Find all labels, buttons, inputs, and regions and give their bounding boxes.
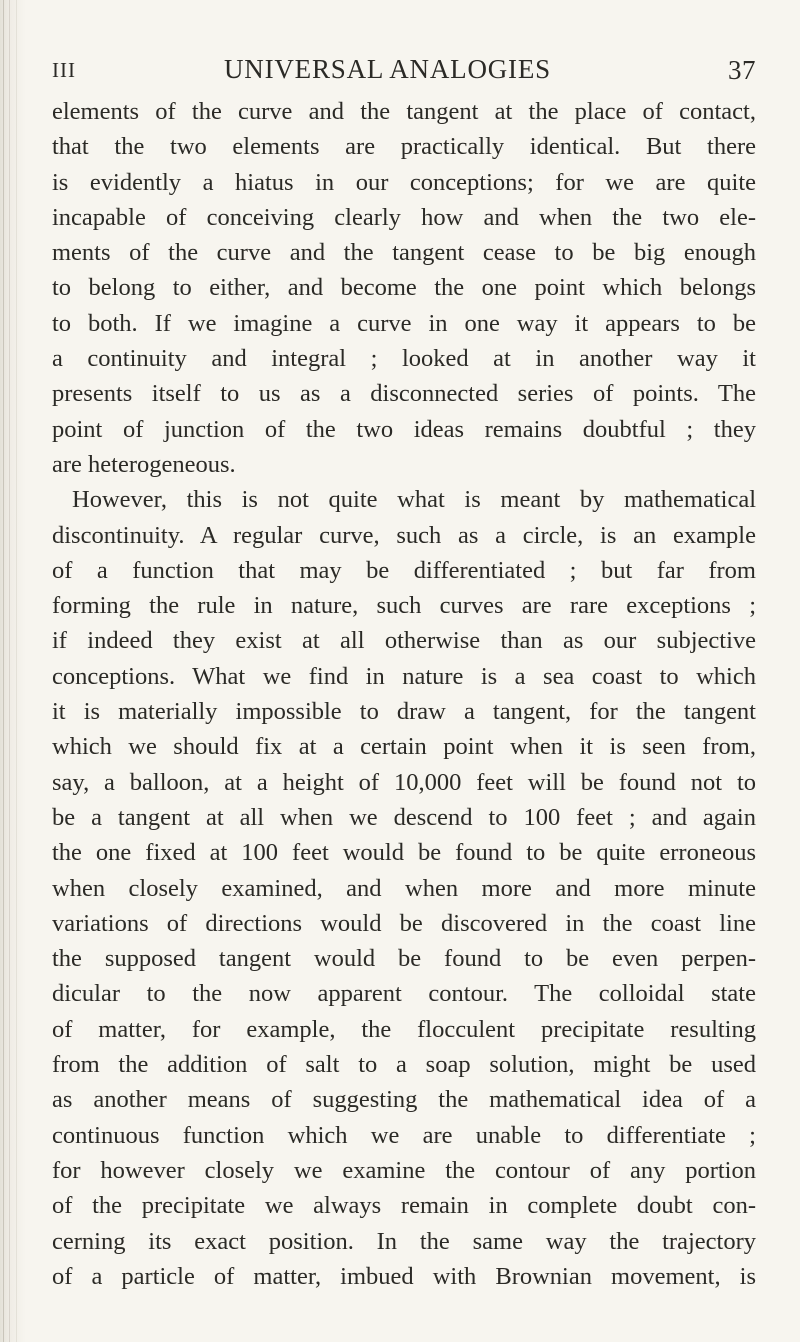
text-line: to belong to either, and become the one point which belongs [52,274,756,302]
running-title: UNIVERSAL ANALOGIES [224,54,551,84]
text-line: discontinuity. A regular curve, such as a circle, is an example [52,521,756,549]
body-text [52,94,756,1294]
text-line: However, this is not quite what is meant by mathematical [72,486,756,514]
text-line: ments of the curve and the tangent cease to be big enough [52,239,756,267]
text-line: of the precipitate we always remain in complete doubt con- [52,1192,756,1220]
text-line: that the two elements are practically identical. But there [52,133,756,161]
text-line: of matter, for example, the flocculent precipitate resulting [52,1015,756,1043]
page-number: 37 [728,55,756,85]
text-line: of a function that may be differentiated ; but far from [52,556,756,584]
text-line: is evidently a hiatus in our conceptions; for we are quite [52,168,756,196]
text-line: the one fixed at 100 feet would be found to be quite erroneous [52,839,756,867]
text-line: it is materially impossible to draw a tangent, for the tangent [52,698,756,726]
text-line: presents itself to us as a disconnected series of points. The [52,380,756,408]
text-line: are heterogeneous. [52,450,236,478]
page-edge-line [16,0,17,1342]
text-line: the supposed tangent would be found to be even perpen- [52,945,756,973]
text-line: which we should fix at a certain point when it is seen from, [52,733,756,761]
page-edge-line [9,0,10,1342]
text-line: incapable of conceiving clearly how and when the two ele- [52,203,756,231]
text-line: point of junction of the two ideas remains doubtful ; they [52,415,756,443]
text-line: when closely examined, and when more and more minute [52,874,756,902]
text-line: if indeed they exist at all otherwise than as our subjective [52,627,756,655]
text-line: forming the rule in nature, such curves are rare exceptions ; [52,592,756,620]
chapter-number: III [52,58,76,82]
text-line: from the addition of salt to a soap solution, might be used [52,1051,756,1079]
text-line: variations of directions would be discovered in the coast line [52,909,756,937]
text-line: for however closely we examine the contour of any portion [52,1156,756,1184]
text-line: conceptions. What we find in nature is a sea coast to which [52,662,756,690]
text-line: a continuity and integral ; looked at in another way it [52,345,756,373]
text-line: elements of the curve and the tangent at the place of contact, [52,98,756,125]
text-line: say, a balloon, at a height of 10,000 feet will be found not to [52,768,756,796]
text-line: as another means of suggesting the mathematical idea of a [52,1086,756,1114]
page-edge-line [3,0,4,1342]
text-line: cerning its exact position. In the same way the trajectory [52,1227,756,1255]
text-line: be a tangent at all when we descend to 100 feet ; and again [52,803,756,831]
text-line: continuous function which we are unable to differentiate ; [52,1121,756,1149]
running-header [52,54,756,90]
text-line: to both. If we imagine a curve in one way it appears to be [52,309,756,337]
text-line: dicular to the now apparent contour. The colloidal state [52,980,756,1008]
text-line: of a particle of matter, imbued with Brownian movement, is [52,1262,756,1290]
